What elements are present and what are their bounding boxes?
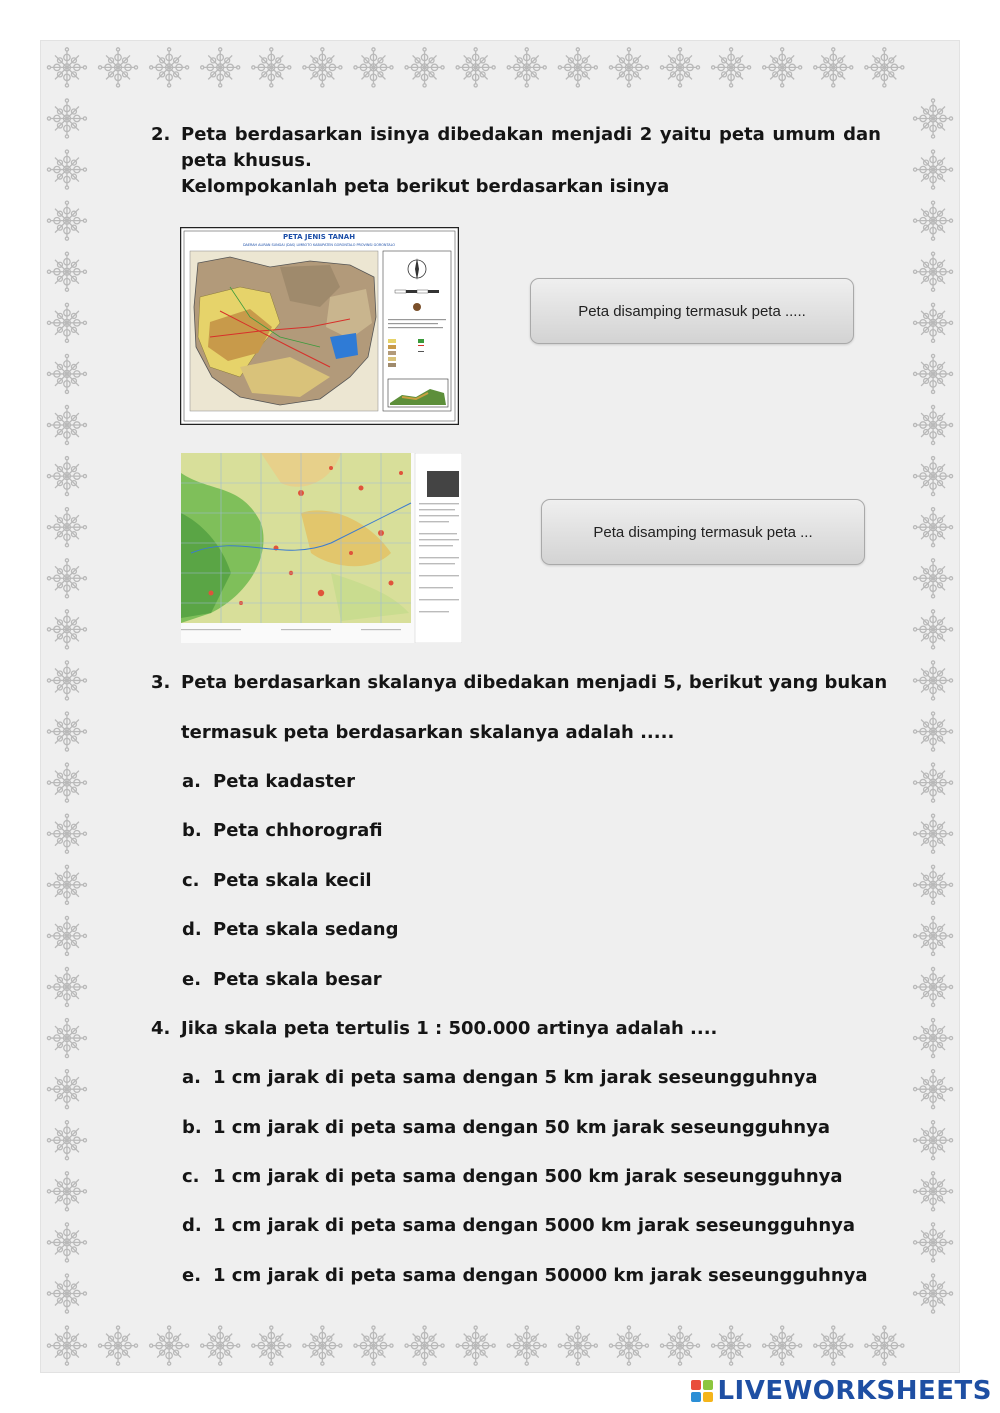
- logo-square-yellow: [703, 1392, 713, 1402]
- question-4-option-b[interactable]: [182, 1115, 830, 1141]
- option-text: 1 cm jarak di peta sama dengan 50 km jarak seseungguhnya: [213, 1117, 830, 1138]
- logo-square-green: [703, 1380, 713, 1390]
- question-3-option-e[interactable]: [182, 967, 382, 993]
- question-4-option-a[interactable]: [182, 1065, 817, 1091]
- question-4-number: 4.: [151, 1018, 171, 1039]
- question-4-line-1: Jika skala peta tertulis 1 : 500.000 artinya adalah ....: [181, 1018, 718, 1039]
- option-letter: b.: [182, 1117, 202, 1138]
- option-text: Peta skala kecil: [213, 870, 372, 891]
- question-2-line-1: Peta berdasarkan isinya dibedakan menjadi 2 yaitu peta umum dan: [181, 124, 881, 145]
- question-3-line-1: Peta berdasarkan skalanya dibedakan menjadi 5, berikut yang bukan: [181, 672, 888, 693]
- question-4-option-d[interactable]: [182, 1213, 855, 1239]
- topographic-map-image: [181, 453, 462, 643]
- option-text: 1 cm jarak di peta sama dengan 500 km jarak seseungguhnya: [213, 1166, 843, 1187]
- option-letter: e.: [182, 1265, 202, 1286]
- option-letter: b.: [182, 820, 202, 841]
- question-3-line-2: termasuk peta berdasarkan skalanya adalah .....: [181, 722, 675, 743]
- option-letter: a.: [182, 771, 201, 792]
- option-letter: c.: [182, 870, 200, 891]
- option-text: Peta skala besar: [213, 969, 382, 990]
- option-text: 1 cm jarak di peta sama dengan 5000 km jarak seseungguhnya: [213, 1215, 856, 1236]
- liveworksheets-logo[interactable]: [691, 1376, 992, 1406]
- worksheet-content-area: [93, 93, 909, 1322]
- soil-map-title: PETA JENIS TANAH: [282, 233, 356, 241]
- option-letter: d.: [182, 919, 202, 940]
- worksheet-page: [40, 40, 960, 1373]
- liveworksheets-wordmark: LIVEWORKSHEETS: [717, 1376, 992, 1406]
- question-3-option-d[interactable]: [182, 917, 398, 943]
- soil-map-image: [180, 227, 459, 425]
- question-3-option-b[interactable]: [182, 818, 383, 844]
- answer-box-map-2[interactable]: Peta disamping termasuk peta ...: [541, 499, 865, 565]
- option-text: 1 cm jarak di peta sama dengan 5 km jarak seseungguhnya: [213, 1067, 818, 1088]
- question-2-line-3: Kelompokanlah peta berikut berdasarkan isinya: [181, 176, 670, 197]
- option-letter: d.: [182, 1215, 202, 1236]
- soil-map-subtitle: DAERAH ALIRAN SUNGAI (DAS) LIMBOTO KABUPATEN GORONTALO PROVINSI GORONTALO: [242, 243, 396, 247]
- liveworksheets-logo-icon: [691, 1380, 713, 1402]
- option-text: Peta skala sedang: [213, 919, 399, 940]
- option-text: 1 cm jarak di peta sama dengan 50000 km jarak seseungguhnya: [213, 1265, 868, 1286]
- question-3-number: 3.: [151, 672, 171, 693]
- option-text: Peta kadaster: [213, 771, 355, 792]
- question-3-option-a[interactable]: [182, 769, 355, 795]
- option-text: Peta chhorografi: [213, 820, 383, 841]
- question-2-number: 2.: [151, 124, 171, 145]
- question-3-option-c[interactable]: [182, 868, 372, 894]
- question-4-option-e[interactable]: [182, 1263, 868, 1289]
- question-2-line-2: peta khusus.: [181, 150, 312, 171]
- option-letter: c.: [182, 1166, 200, 1187]
- question-4-option-c[interactable]: [182, 1164, 843, 1190]
- logo-square-red: [691, 1380, 701, 1390]
- option-letter: e.: [182, 969, 202, 990]
- option-letter: a.: [182, 1067, 201, 1088]
- logo-square-blue: [691, 1392, 701, 1402]
- answer-box-map-1[interactable]: Peta disamping termasuk peta .....: [530, 278, 854, 344]
